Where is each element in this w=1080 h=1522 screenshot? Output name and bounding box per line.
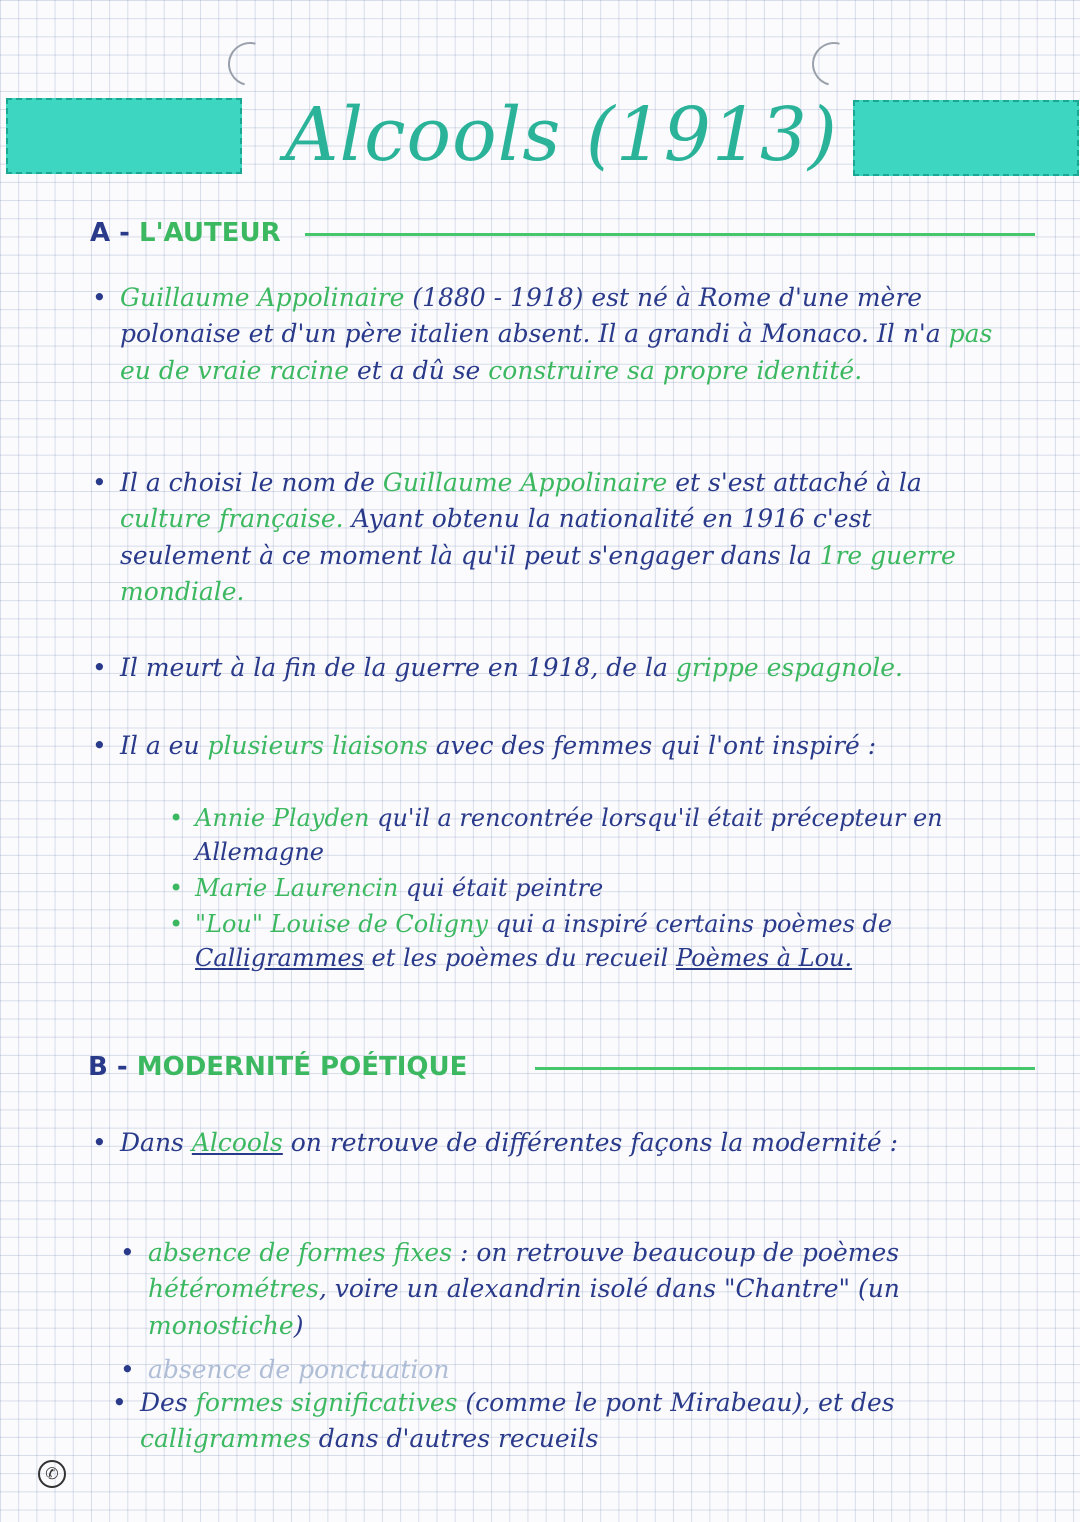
item-2-faded-text: absence de ponctuation	[148, 1355, 450, 1384]
bullet-3-text: Il meurt à la fin de la guerre en 1918, de la	[120, 653, 676, 682]
sub-bullet-2-text: qui était peintre	[398, 874, 604, 902]
bullet-1-text: (1880 - 1918) est né à Rome d'une mère polonaise et d'un père italien absent. Il a grandi à Monaco. Il n'a	[120, 283, 949, 349]
book-title-alcools: Alcools	[191, 1128, 283, 1157]
bullet-2-highlight-3: 1re guerre mondiale.	[120, 540, 956, 606]
bullet-1	[92, 280, 1010, 389]
section-b-intro	[92, 1125, 1020, 1161]
bullet-dot: •	[92, 731, 107, 760]
section-a-rule	[305, 233, 1035, 236]
sub-bullet-3-name: "Lou" Louise de Coligny	[195, 910, 488, 938]
section-a-title: L'AUTEUR	[139, 218, 281, 248]
bullet-2-text-2: et s'est attaché à la	[667, 468, 922, 497]
intro-text: Dans	[120, 1128, 192, 1157]
sub-bullet-1-text: qu'il a rencontrée lorsqu'il était précepteur en Allemagne	[195, 804, 943, 866]
bullet-dot: •	[92, 283, 107, 312]
item-1-highlight-3: monostiche	[148, 1310, 294, 1340]
author-name: Guillaume Appolinaire	[120, 283, 405, 312]
page-title: Alcools (1913)	[285, 92, 838, 178]
item-1-text-3: )	[293, 1310, 304, 1340]
bullet-2-highlight-1: Guillaume Appolinaire	[382, 468, 668, 497]
bullet-1-text-2: et a dû se	[349, 355, 489, 385]
bullet-dot: •	[92, 468, 107, 497]
item-3-highlight: formes significatives	[195, 1388, 458, 1417]
sub-bullet-1	[169, 802, 1005, 869]
book-title-poemes-a-lou: Poèmes à Lou.	[675, 943, 853, 972]
section-b-heading	[88, 1052, 467, 1082]
punch-hole-left	[220, 34, 280, 94]
sub-bullet-1-name: Annie Playden	[195, 804, 370, 832]
item-1-text-2: , voire un alexandrin isolé dans "Chantre" (un	[318, 1274, 900, 1304]
washi-tape-right	[853, 100, 1079, 176]
item-3-text-3: dans d'autres recueils	[310, 1424, 599, 1454]
bullet-2	[92, 465, 1010, 610]
item-1-highlight: absence de formes fixes	[148, 1238, 453, 1267]
washi-tape-left	[6, 98, 242, 174]
intro-text-2: on retrouve de différentes façons la modernité :	[282, 1128, 899, 1157]
bullet-2-text-3: Ayant obtenu la nationalité en 1916 c'est seulement à ce moment là qu'il peut s'engager dans la	[120, 504, 872, 570]
bullet-3	[92, 650, 1010, 686]
sub-bullet-dot: •	[169, 874, 184, 902]
bullet-dot: •	[92, 653, 107, 682]
sub-bullet-2	[169, 872, 1005, 906]
sub-bullet-3-text: qui a inspiré certains poèmes de	[487, 910, 893, 938]
bullet-4	[92, 728, 1010, 764]
sub-bullet-dot: •	[169, 910, 184, 938]
modernity-item-1	[120, 1235, 1018, 1344]
section-b-letter: B -	[88, 1052, 128, 1082]
section-a-heading	[90, 218, 281, 248]
modernity-item-3	[112, 1385, 1030, 1458]
section-a-letter: A -	[90, 218, 130, 248]
item-1-highlight-2: hétérométres	[148, 1274, 319, 1304]
item-1-text: : on retrouve beaucoup de poèmes	[452, 1238, 900, 1267]
book-title-calligrammes: Calligrammes	[195, 943, 364, 972]
item-3-text-2: (comme le pont Mirabeau), et des	[457, 1388, 895, 1417]
item-3-highlight-2: calligrammes	[140, 1424, 311, 1454]
bullet-dot: •	[120, 1355, 135, 1384]
bullet-dot: •	[92, 1128, 107, 1157]
bullet-2-text: Il a choisi le nom de	[120, 468, 383, 497]
bullet-4-text: Il a eu	[120, 731, 208, 760]
section-b-rule	[535, 1067, 1035, 1070]
section-b-title: MODERNITÉ POÉTIQUE	[136, 1052, 468, 1082]
bullet-2-highlight-2: culture française.	[120, 504, 344, 534]
bullet-1-highlight-2: construire sa propre identité.	[488, 355, 863, 385]
item-3-text: Des	[140, 1388, 196, 1417]
modernity-item-2	[120, 1352, 1018, 1388]
bullet-3-highlight: grippe espagnole.	[675, 653, 903, 682]
sub-bullet-2-name: Marie Laurencin	[195, 874, 399, 902]
bullet-4-text-2: avec des femmes qui l'ont inspiré :	[427, 731, 877, 760]
sub-bullet-dot: •	[169, 804, 184, 832]
bullet-dot: •	[120, 1238, 135, 1267]
bullet-1-highlight-1: pas eu de vraie racine	[120, 319, 993, 385]
sub-bullet-3-text-2: et les poèmes du recueil	[363, 943, 676, 972]
punch-hole-right	[804, 34, 864, 94]
bullet-4-highlight: plusieurs liaisons	[207, 731, 428, 760]
sub-bullet-3	[169, 908, 1005, 975]
scan-mark-icon: ✆	[38, 1460, 66, 1488]
bullet-dot: •	[112, 1388, 127, 1417]
